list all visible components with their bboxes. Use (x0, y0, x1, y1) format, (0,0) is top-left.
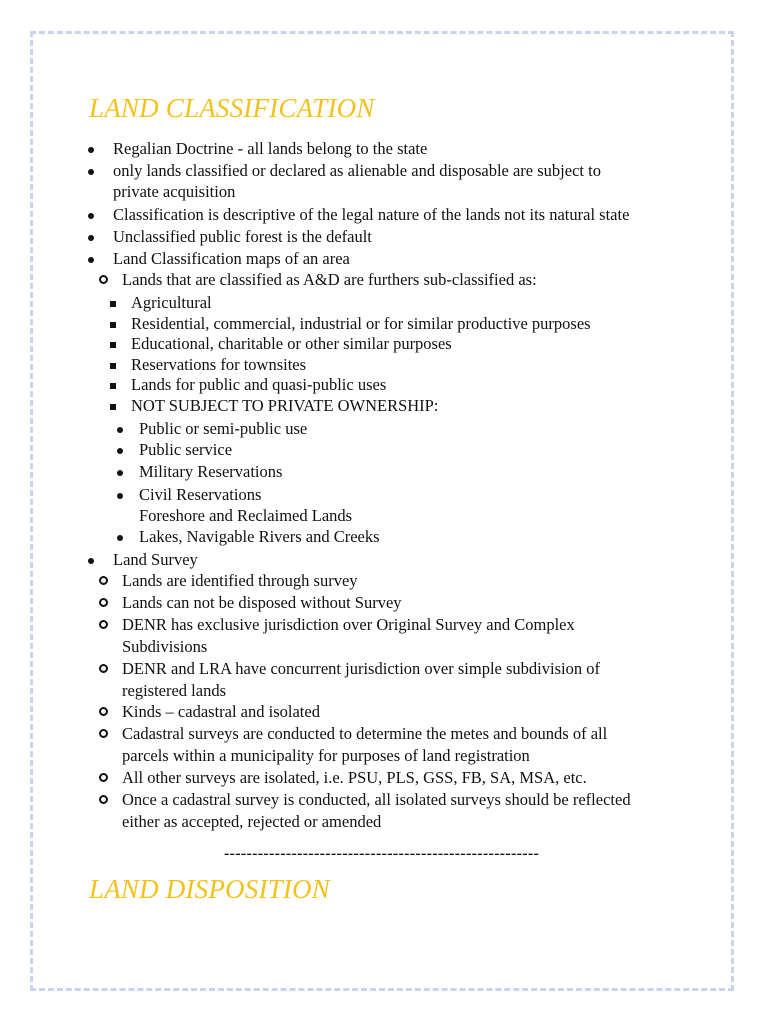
heading-land-classification: LAND CLASSIFICATION (89, 93, 375, 123)
bullet-disc-icon (117, 439, 123, 460)
list-item: Once a cadastral survey is conducted, all isolated surveys should be reflected (122, 790, 631, 809)
bullet-circle-icon (99, 269, 108, 290)
bullet-circle-icon (99, 767, 108, 788)
bullet-disc-icon (88, 138, 94, 159)
list-item-continuation: private acquisition (113, 182, 236, 201)
bullet-disc-icon (117, 484, 123, 505)
list-item: Lands for public and quasi-public uses (131, 375, 387, 394)
bullet-circle-icon (99, 570, 108, 591)
list-item: Agricultural (131, 293, 212, 312)
bullet-circle-icon (99, 658, 108, 679)
list-item-continuation: either as accepted, rejected or amended (122, 812, 382, 831)
list-item: only lands classified or declared as alienable and disposable are subject to (113, 161, 601, 180)
list-item: Kinds – cadastral and isolated (122, 702, 320, 721)
list-item: DENR has exclusive jurisdiction over Original Survey and Complex (122, 615, 575, 634)
list-item-continuation: parcels within a municipality for purposes of land registration (122, 746, 530, 765)
bullet-disc-icon (88, 160, 94, 181)
bullet-disc-icon (117, 526, 123, 547)
list-item: Regalian Doctrine - all lands belong to the state (113, 139, 428, 158)
list-item-continuation: registered lands (122, 681, 227, 700)
list-item: Public or semi-public use (139, 419, 308, 438)
section-separator: -------------------------------------------------------- (224, 845, 540, 862)
list-item: Lands are identified through survey (122, 571, 358, 590)
list-item: Civil Reservations (139, 485, 262, 504)
list-item: Cadastral surveys are conducted to determine the metes and bounds of all (122, 724, 608, 743)
list-item: Public service (139, 440, 233, 459)
heading-land-disposition: LAND DISPOSITION (89, 874, 330, 904)
bullet-square-icon (110, 395, 116, 416)
bullet-circle-icon (99, 614, 108, 635)
list-item: Reservations for townsites (131, 355, 307, 374)
bullet-square-icon (110, 333, 116, 354)
list-item: Classification is descriptive of the legal nature of the lands not its natural state (113, 205, 630, 224)
bullet-square-icon (110, 374, 116, 395)
bullet-circle-icon (99, 592, 108, 613)
list-item: NOT SUBJECT TO PRIVATE OWNERSHIP: (131, 396, 439, 415)
bullet-circle-icon (99, 701, 108, 722)
list-item: DENR and LRA have concurrent jurisdiction over simple subdivision of (122, 659, 600, 678)
bullet-circle-icon (99, 789, 108, 810)
bullet-disc-icon (88, 204, 94, 225)
bullet-square-icon (110, 313, 116, 334)
bullet-square-icon (110, 354, 116, 375)
bullet-circle-icon (99, 723, 108, 744)
list-item-continuation: Foreshore and Reclaimed Lands (139, 506, 353, 525)
bullet-disc-icon (88, 226, 94, 247)
list-item: Lands that are classified as A&D are furthers sub-classified as: (122, 270, 537, 289)
list-item: Land Classification maps of an area (113, 249, 350, 268)
list-item: Educational, charitable or other similar purposes (131, 334, 452, 353)
list-item: Land Survey (113, 550, 198, 569)
bullet-disc-icon (117, 461, 123, 482)
bullet-disc-icon (117, 418, 123, 439)
list-item: All other surveys are isolated, i.e. PSU, PLS, GSS, FB, SA, MSA, etc. (122, 768, 587, 787)
list-item: Lands can not be disposed without Survey (122, 593, 402, 612)
list-item: Unclassified public forest is the default (113, 227, 372, 246)
list-item: Military Reservations (139, 462, 283, 481)
bullet-disc-icon (88, 549, 94, 570)
bullet-disc-icon (88, 248, 94, 269)
bullet-square-icon (110, 292, 116, 313)
list-item: Residential, commercial, industrial or for similar productive purposes (131, 314, 591, 333)
list-item: Lakes, Navigable Rivers and Creeks (139, 527, 380, 546)
list-item-continuation: Subdivisions (122, 637, 208, 656)
